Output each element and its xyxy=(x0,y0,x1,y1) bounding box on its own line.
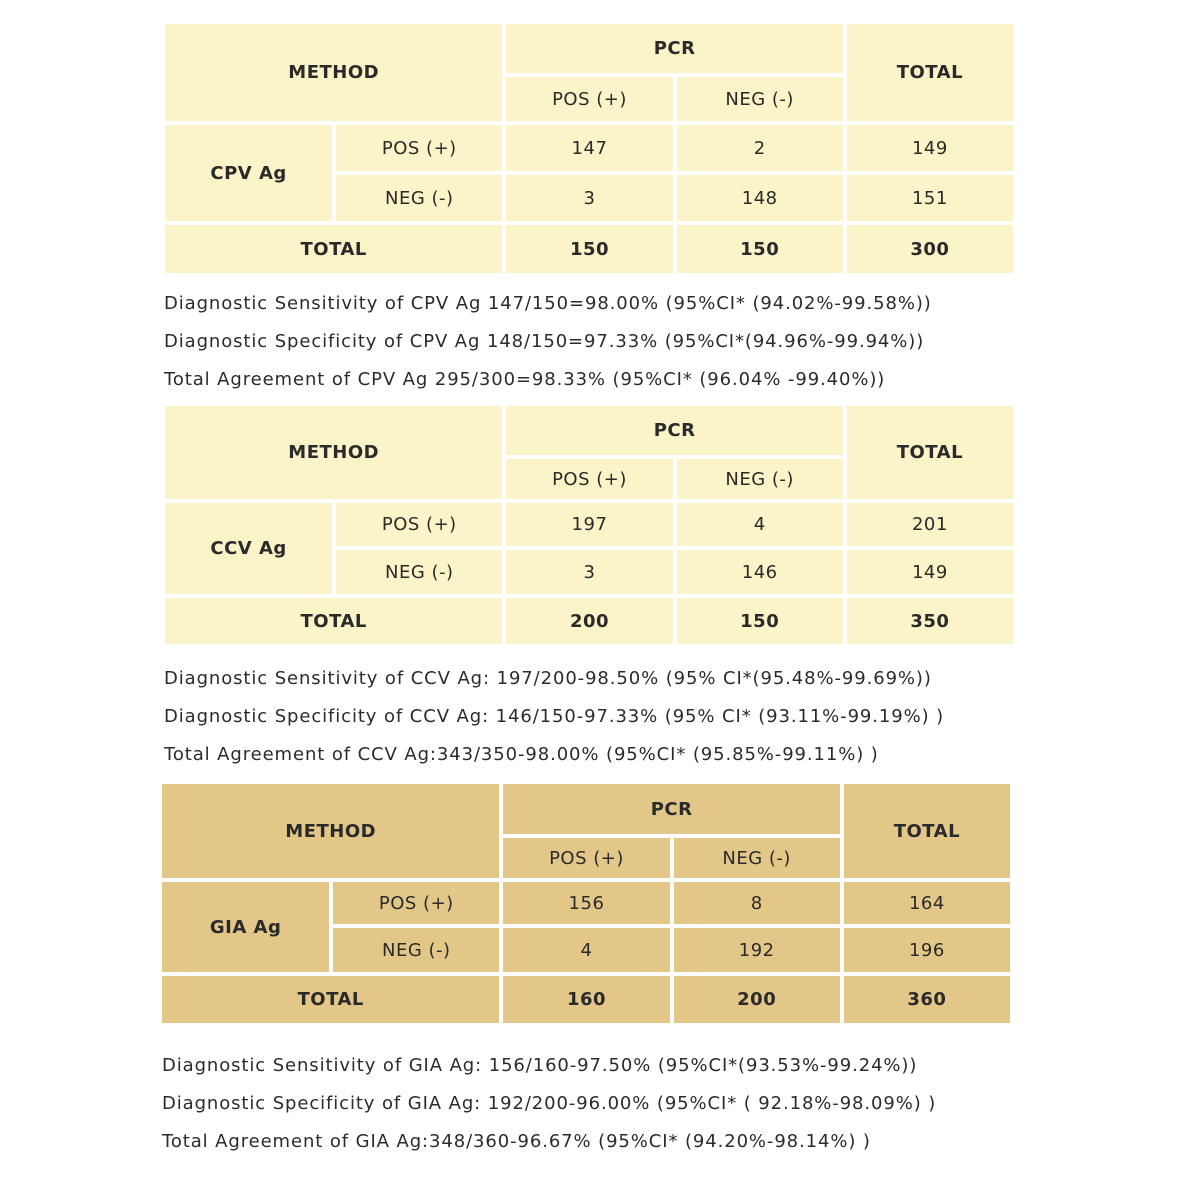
note-specificity: Diagnostic Specificity of CPV Ag 148/150=97.33% (95%CI*(94.96%-99.94%)) xyxy=(164,331,925,352)
method-header: METHOD xyxy=(165,24,502,121)
note-specificity: Diagnostic Specificity of CCV Ag: 146/150-97.33% (95% CI* (93.11%-99.19%) ) xyxy=(164,706,945,727)
pcr-pos-header: POS (+) xyxy=(503,838,669,878)
note-sensitivity: Diagnostic Sensitivity of GIA Ag: 156/160-97.50% (95%CI*(93.53%-99.24%)) xyxy=(162,1055,918,1076)
cell-value: 196 xyxy=(844,928,1010,972)
cpv-table xyxy=(161,20,1017,277)
cell-value: 192 xyxy=(674,928,840,972)
ccv-section xyxy=(161,402,1017,648)
method-header: METHOD xyxy=(162,784,499,878)
pcr-pos-header: POS (+) xyxy=(506,459,672,499)
row-label: POS (+) xyxy=(333,882,499,924)
row-label: NEG (-) xyxy=(336,550,502,594)
cell-value: 149 xyxy=(847,125,1013,171)
pcr-neg-header: NEG (-) xyxy=(674,838,840,878)
gia-notes xyxy=(162,1047,936,1161)
total-value: 150 xyxy=(677,598,843,644)
total-value: 150 xyxy=(677,225,843,273)
pcr-header: PCR xyxy=(506,406,842,455)
cell-value: 148 xyxy=(677,175,843,221)
cell-value: 146 xyxy=(677,550,843,594)
cell-value: 2 xyxy=(677,125,843,171)
cell-value: 164 xyxy=(844,882,1010,924)
gia-section xyxy=(158,780,1014,1027)
note-agreement: Total Agreement of GIA Ag:348/360-96.67% (95%CI* (94.20%-98.14%) ) xyxy=(162,1131,871,1152)
ccv-table xyxy=(161,402,1017,648)
cell-value: 4 xyxy=(503,928,669,972)
row-label: NEG (-) xyxy=(333,928,499,972)
cell-value: 4 xyxy=(677,503,843,546)
test-label: CCV Ag xyxy=(165,503,332,594)
method-header: METHOD xyxy=(165,406,502,499)
cell-value: 156 xyxy=(503,882,669,924)
total-value: 200 xyxy=(506,598,672,644)
cpv-notes xyxy=(164,285,932,399)
cell-value: 3 xyxy=(506,175,672,221)
gia-table xyxy=(158,780,1014,1027)
totals-label: TOTAL xyxy=(162,976,499,1023)
cell-value: 201 xyxy=(847,503,1013,546)
row-label: POS (+) xyxy=(336,503,502,546)
pcr-header: PCR xyxy=(503,784,839,834)
total-value: 350 xyxy=(847,598,1013,644)
note-sensitivity: Diagnostic Sensitivity of CCV Ag: 197/200-98.50% (95% CI*(95.48%-99.69%)) xyxy=(164,668,932,689)
totals-label: TOTAL xyxy=(165,598,502,644)
note-sensitivity: Diagnostic Sensitivity of CPV Ag 147/150=98.00% (95%CI* (94.02%-99.58%)) xyxy=(164,293,932,314)
pcr-neg-header: NEG (-) xyxy=(677,459,843,499)
note-specificity: Diagnostic Specificity of GIA Ag: 192/200-96.00% (95%CI* ( 92.18%-98.09%) ) xyxy=(162,1093,937,1114)
pcr-neg-header: NEG (-) xyxy=(677,77,843,121)
total-header: TOTAL xyxy=(847,406,1013,499)
cell-value: 3 xyxy=(506,550,672,594)
total-value: 300 xyxy=(847,225,1013,273)
cell-value: 149 xyxy=(847,550,1013,594)
cell-value: 197 xyxy=(506,503,672,546)
total-header: TOTAL xyxy=(847,24,1013,121)
test-label: CPV Ag xyxy=(165,125,332,221)
row-label: POS (+) xyxy=(336,125,502,171)
note-agreement: Total Agreement of CCV Ag:343/350-98.00% (95%CI* (95.85%-99.11%) ) xyxy=(164,744,879,765)
note-agreement: Total Agreement of CPV Ag 295/300=98.33% (95%CI* (96.04% -99.40%)) xyxy=(164,369,886,390)
cell-value: 147 xyxy=(506,125,672,171)
total-value: 160 xyxy=(503,976,669,1023)
row-label: NEG (-) xyxy=(336,175,502,221)
pcr-pos-header: POS (+) xyxy=(506,77,672,121)
total-value: 200 xyxy=(674,976,840,1023)
test-label: GIA Ag xyxy=(162,882,329,972)
totals-label: TOTAL xyxy=(165,225,502,273)
pcr-header: PCR xyxy=(506,24,842,73)
ccv-notes xyxy=(164,660,944,774)
total-header: TOTAL xyxy=(844,784,1010,878)
cell-value: 151 xyxy=(847,175,1013,221)
total-value: 360 xyxy=(844,976,1010,1023)
total-value: 150 xyxy=(506,225,672,273)
cell-value: 8 xyxy=(674,882,840,924)
cpv-section xyxy=(161,20,1017,277)
